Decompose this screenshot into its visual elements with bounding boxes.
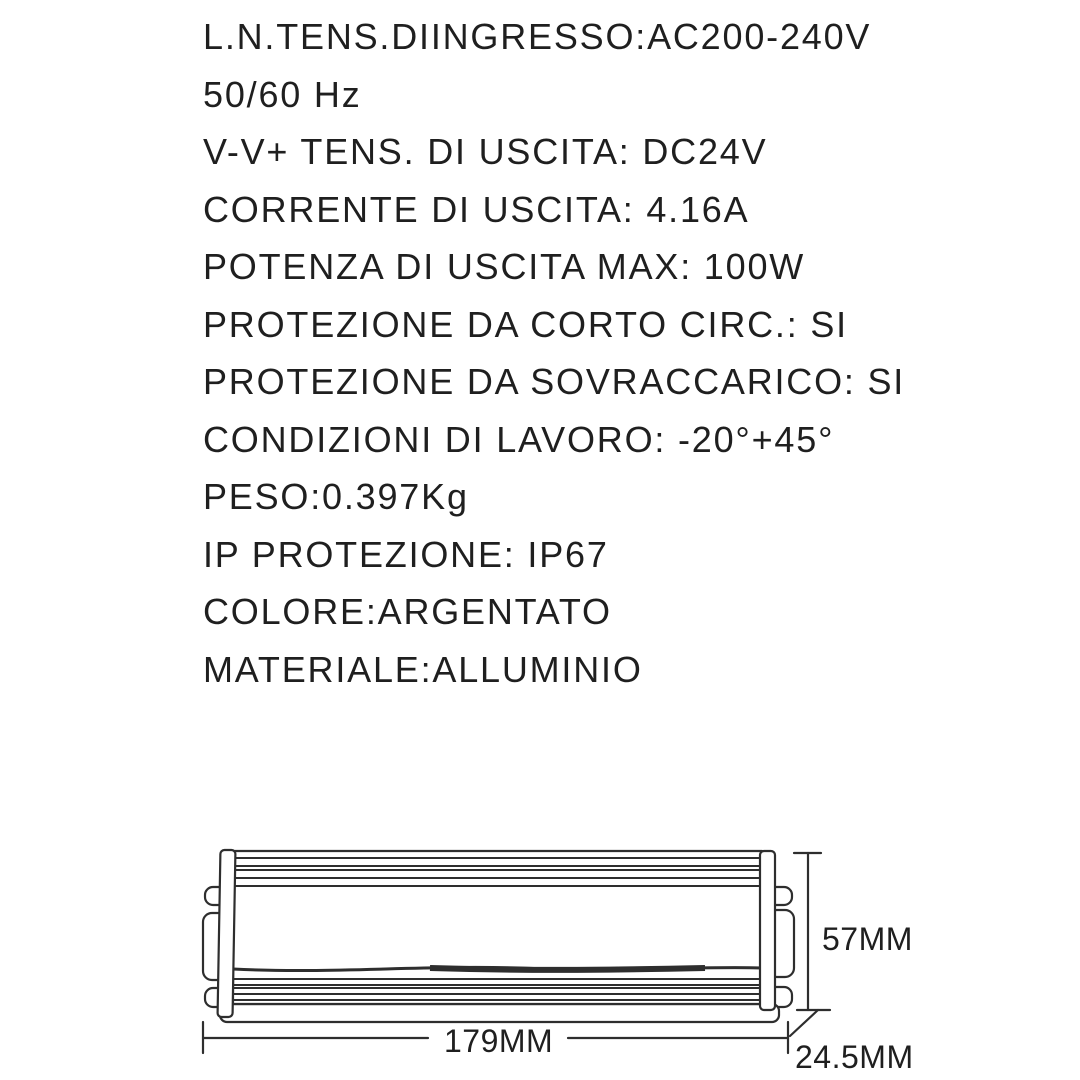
spec-line-work-conditions: CONDIZIONI DI LAVORO: -20°+45°: [203, 418, 835, 460]
spec-line-frequency: 50/60 Hz: [203, 73, 362, 115]
spec-line-ip-rating: IP PROTEZIONE: IP67: [203, 533, 609, 575]
depth-dimension-label: 24.5MM: [795, 1039, 914, 1075]
spec-line-input-voltage: L.N.TENS.DIINGRESSO:AC200-240V: [203, 16, 872, 57]
device-body: [233, 851, 762, 1004]
spec-line-max-power: POTENZA DI USCITA MAX: 100W: [203, 246, 806, 287]
spec-line-output-current: CORRENTE DI USCITA: 4.16A: [203, 188, 750, 230]
spec-line-material: MATERIALE:ALLUMINIO: [203, 648, 643, 690]
spec-line-color: COLORE:ARGENTATO: [203, 591, 612, 632]
depth-leader-line: [790, 1010, 818, 1036]
spec-line-weight: PESO:0.397Kg: [203, 476, 469, 517]
cooling-fin-smear-line: [430, 968, 705, 970]
height-dimension-label: 57MM: [822, 921, 913, 957]
spec-line-overload: PROTEZIONE DA SOVRACCARICO: SI: [203, 361, 906, 402]
spec-line-output-voltage: V-V+ TENS. DI USCITA: DC24V: [203, 131, 768, 172]
technical-drawing: [0, 838, 1080, 1080]
base-plate: [220, 1004, 779, 1022]
left-end-cap: [218, 850, 236, 1017]
spec-line-short-circuit: PROTEZIONE DA CORTO CIRC.: SI: [203, 303, 848, 345]
specification-list: [203, 8, 905, 698]
right-end-cap: [760, 851, 775, 1010]
width-dimension-label: 179MM: [444, 1023, 554, 1059]
